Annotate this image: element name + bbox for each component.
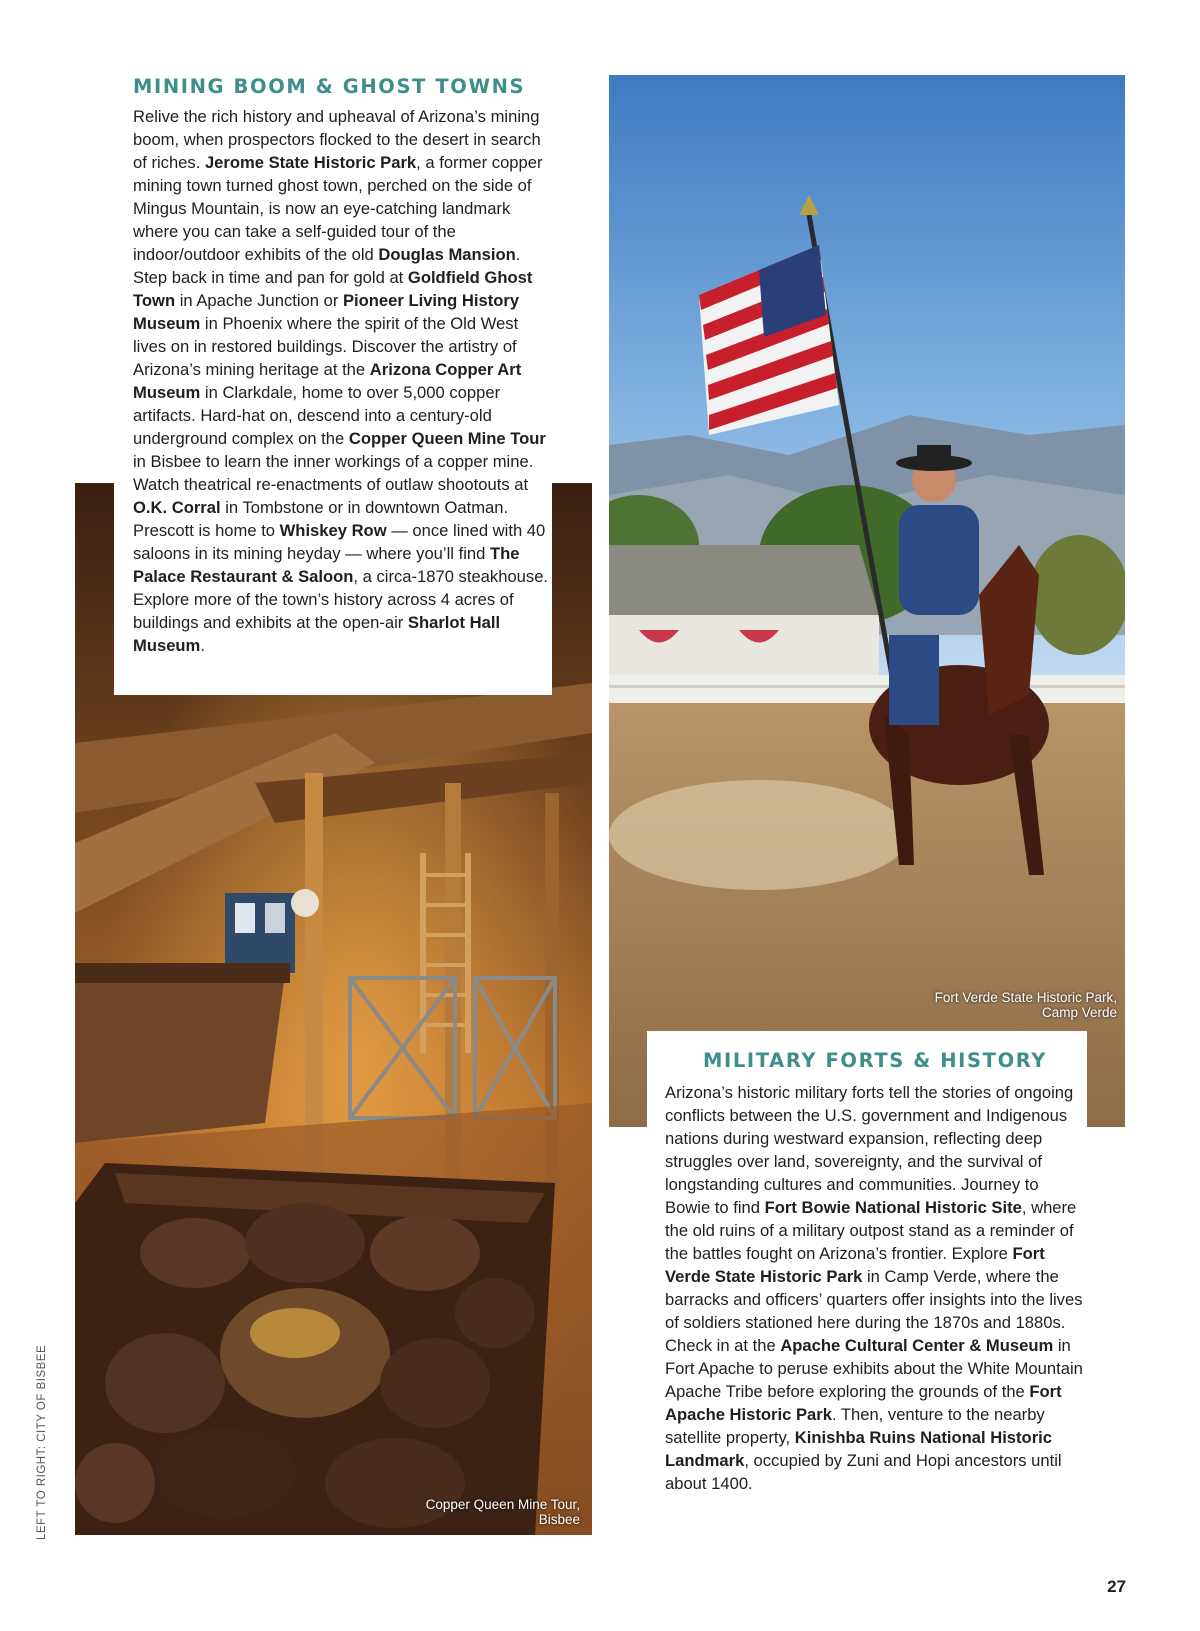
body-text-run: , where the old ruins of a military outpost stand as a reminder of the battles fought on Arizona’s frontier. Explore <box>665 1198 1077 1263</box>
place-name-bold: Jerome State Historic Park <box>204 153 417 172</box>
body-text-run: in Clarkdale, home to over 5,000 copper artifacts. Hard-hat on, descend into a century-old underground complex on the <box>133 383 501 448</box>
fort-caption-line1: Fort Verde State Historic Park, <box>934 990 1117 1005</box>
body-text-run: Arizona’s historic military forts tell the stories of ongoing conflicts between the U.S. government and Indigenous nations during westward expansion, reflecting deep struggles over land, sovereignty, and the survival of longstanding cultures and communities. Journey to Bowie to find <box>665 1083 1074 1217</box>
place-name-bold: Douglas Mansion <box>378 245 516 264</box>
body-text-run: in Phoenix where the spirit of the Old West lives on in restored buildings. Discover the artistry of Arizona’s mining heritage at the <box>133 314 519 379</box>
mining-boom-section <box>114 67 552 695</box>
military-forts-section <box>647 1031 1087 1541</box>
mine-photo-caption <box>426 1497 580 1527</box>
mine-caption-line2: Bisbee <box>538 1512 580 1527</box>
body-text-run: in Camp Verde, where the barracks and officers’ quarters offer insights into the lives of soldiers stationed here during the 1870s and 1880s. Check in at the <box>665 1267 1083 1355</box>
place-name-bold: Whiskey Row <box>279 521 387 540</box>
body-text-run: Relive the rich history and upheaval of Arizona’s mining boom, when prospectors flocked to the desert in search of riches. <box>133 107 541 172</box>
body-text-run: in Apache Junction or <box>175 291 343 310</box>
place-name-bold: Pioneer Living History Museum <box>133 291 520 333</box>
photo-credit: LEFT TO RIGHT: CITY OF BISBEE <box>36 1344 48 1540</box>
military-heading: MILITARY FORTS & HISTORY <box>703 1049 1048 1072</box>
place-name-bold: Apache Cultural Center & Museum <box>780 1336 1054 1355</box>
body-text-run: , a circa-1870 steakhouse. Explore more of the town’s history across 4 acres of buildings and exhibits at the open-air <box>133 567 549 632</box>
military-body-text <box>665 1081 1087 1495</box>
mining-body-text <box>133 105 552 657</box>
mining-heading: MINING BOOM & GHOST TOWNS <box>133 75 526 98</box>
fort-photo-caption <box>935 990 1117 1020</box>
place-name-bold: Sharlot Hall Museum <box>133 613 501 655</box>
place-name-bold: Arizona Copper Art Museum <box>133 360 522 402</box>
body-text-run: , occupied by Zuni and Hopi ancestors until about 1400. <box>665 1451 1062 1493</box>
fort-verde-photo <box>609 75 1125 1127</box>
mine-caption-line1: Copper Queen Mine Tour, <box>425 1497 580 1512</box>
place-name-bold: Copper Queen Mine Tour <box>348 429 546 448</box>
body-text-run: in Bisbee to learn the inner workings of a copper mine. Watch theatrical re-enactments of outlaw shootouts at <box>133 452 534 494</box>
place-name-bold: The Palace Restaurant & Saloon <box>133 544 520 586</box>
body-text-run: in Tombstone or in downtown Oatman. Prescott is home to <box>133 498 509 540</box>
body-text-run: . Step back in time and pan for gold at <box>133 245 521 287</box>
place-name-bold: Fort Bowie National Historic Site <box>764 1198 1022 1217</box>
fort-scene-image <box>609 75 1125 1127</box>
place-name-bold: Fort Apache Historic Park <box>665 1382 1062 1424</box>
fort-caption-line2: Camp Verde <box>1041 1005 1117 1020</box>
page-number: 27 <box>1107 1577 1126 1596</box>
place-name-bold: O.K. Corral <box>133 498 221 517</box>
body-text-run: . Then, venture to the nearby satellite property, <box>665 1405 1045 1447</box>
body-text-run: in Fort Apache to peruse exhibits about the White Mountain Apache Tribe before exploring the grounds of the <box>665 1336 1083 1401</box>
place-name-bold: Kinishba Ruins National Historic Landmark <box>665 1428 1052 1470</box>
body-text-run: . <box>200 636 205 655</box>
place-name-bold: Goldfield Ghost Town <box>133 268 533 310</box>
place-name-bold: Fort Verde State Historic Park <box>665 1244 1045 1286</box>
body-text-run: , a former copper mining town turned ghost town, perched on the side of Mingus Mountain, is now an eye-catching landmark where you can take a self-guided tour of the indoor/outdoor exhibits of the old <box>133 153 543 264</box>
body-text-run: — once lined with 40 saloons in its mining heyday — where you’ll find <box>133 521 546 563</box>
